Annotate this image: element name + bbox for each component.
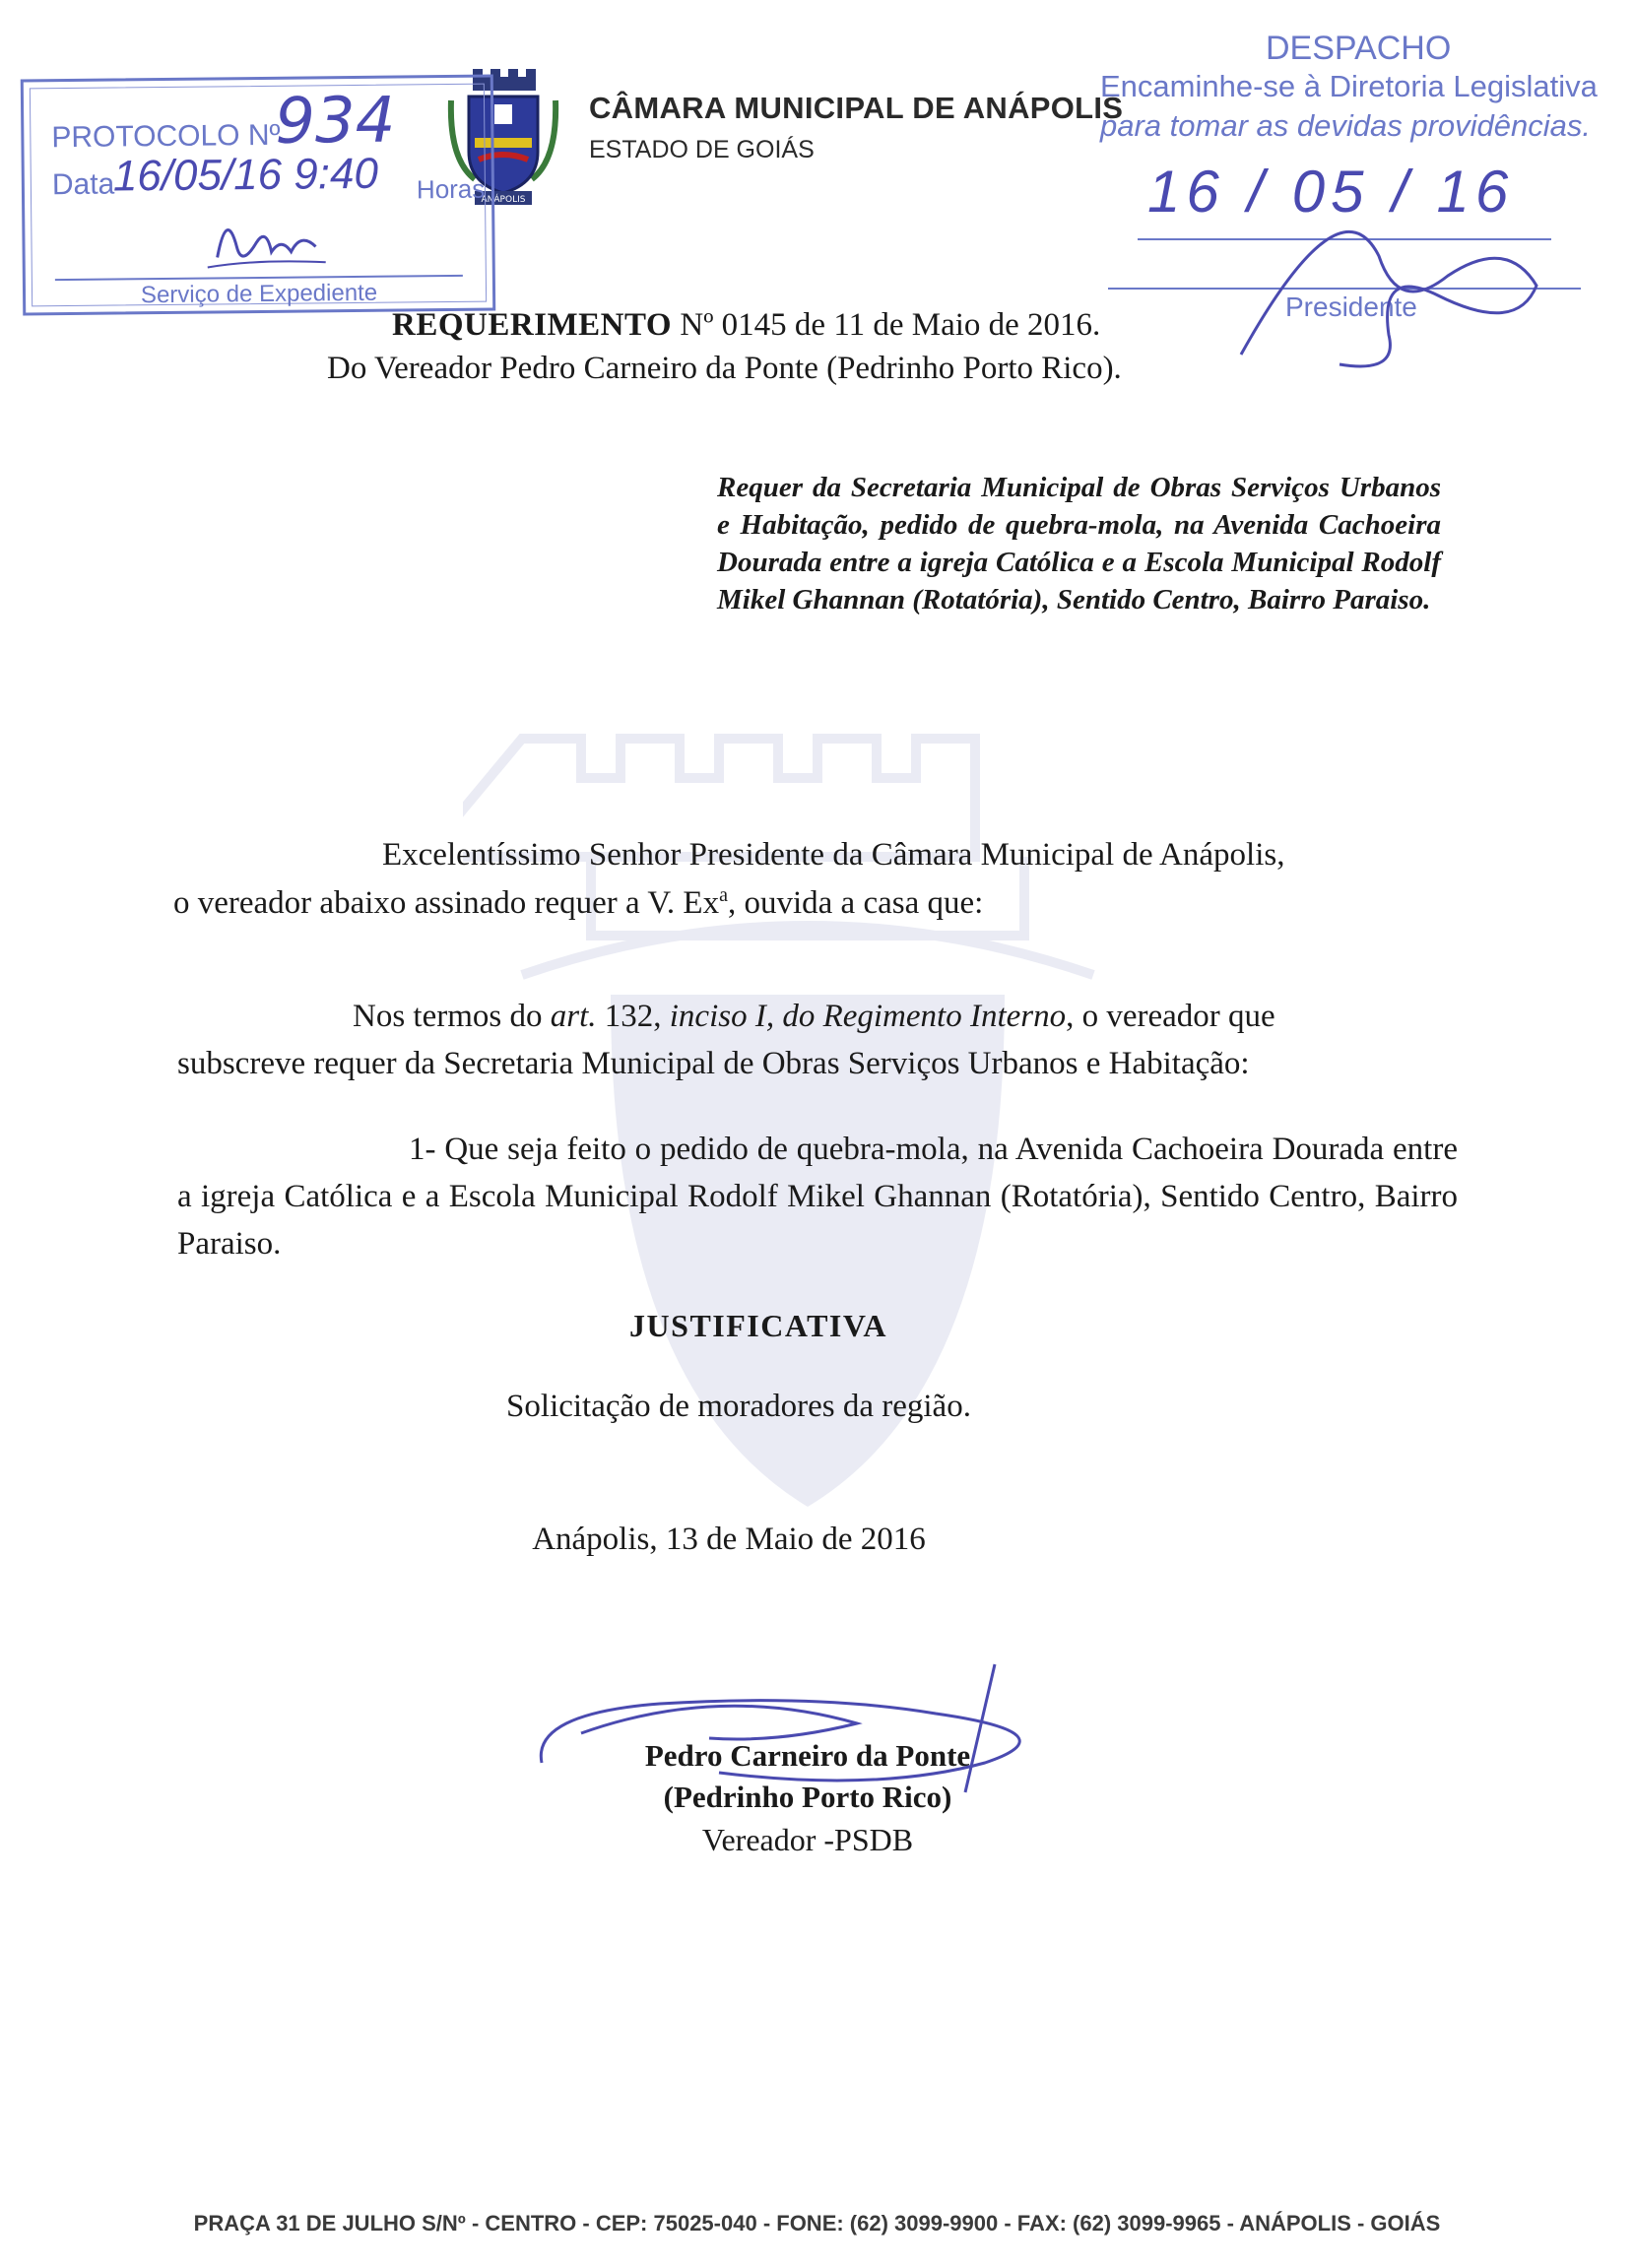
organization-title: CÂMARA MUNICIPAL DE ANÁPOLIS — [589, 91, 1124, 125]
protocol-stamp — [21, 74, 495, 315]
signer-role: Vereador -PSDB — [701, 1822, 914, 1857]
despacho-line-2: para tomar as devidas providências. — [1100, 108, 1591, 143]
protocol-service-label: Serviço de Expediente — [140, 279, 378, 309]
request-title — [392, 307, 1100, 344]
terms-line-2: subscreve requer da Secretaria Municipal de Obras Serviços Urbanos e Habitação: — [177, 1046, 1250, 1081]
request-title-keyword: REQUERIMENTO — [392, 307, 673, 343]
protocol-date-value: 16/05/16 9:40 — [112, 149, 379, 201]
protocol-initials-signature — [197, 197, 336, 277]
terms-line-1: Nos termos do art. 132, inciso I, do Regimento Interno, o vereador que — [353, 999, 1275, 1034]
organization-subtitle: ESTADO DE GOIÁS — [589, 136, 815, 163]
protocol-number-value: 934 — [274, 84, 396, 159]
salutation-line-2: o vereador abaixo assinado requer a V. Ex$^a$, ouvida a casa que: — [173, 884, 984, 921]
protocol-hours-label: Horas — [416, 173, 486, 205]
protocol-number-label: PROTOCOLO Nº — [51, 118, 281, 155]
salutation-line-1: Excelentíssimo Senhor Presidente da Câmara Municipal de Anápolis, — [382, 837, 1285, 873]
crest-label: ANÁPOLIS — [481, 195, 526, 205]
signer-name: Pedro Carneiro da Ponte — [644, 1738, 971, 1773]
protocol-date-label: Data — [51, 167, 115, 202]
request-item-1: 1- Que seja feito o pedido de quebra-mola, na Avenida Cachoeira Dourada entre a igreja Católica e a Escola Municipal Rodolf Mikel Ghannan (Rotatória), Sentido Centro, Bairro Paraiso. — [177, 1132, 1458, 1262]
justification-text: Solicitação de moradores da região. — [506, 1389, 971, 1424]
request-author: Do Vereador Pedro Carneiro da Ponte (Pedrinho Porto Rico). — [327, 351, 1122, 386]
request-summary: Requer da Secretaria Municipal de Obras Serviços Urbanos e Habitação, pedido de quebra-mola, na Avenida Cachoeira Dourada entre a igreja Católica e a Escola Municipal Rodolf Mikel Ghannan (Rotatória), Sentido Centro, Bairro Paraiso. — [717, 472, 1441, 616]
footer-address: PRAÇA 31 DE JULHO S/Nº - CENTRO - CEP: 75025-040 - FONE: (62) 3099-9900 - FAX: (62) 3099-9965 - ANÁPOLIS - GOIÁS — [193, 2211, 1441, 2236]
signer-nickname: (Pedrinho Porto Rico) — [663, 1780, 952, 1814]
justification-heading: JUSTIFICATIVA — [629, 1308, 887, 1343]
despacho-title: DESPACHO — [1266, 30, 1452, 67]
request-number-date: Nº 0145 de 11 de Maio de 2016. — [672, 307, 1101, 343]
despacho-signature — [1221, 167, 1546, 384]
place-date: Anápolis, 13 de Maio de 2016 — [532, 1522, 926, 1557]
despacho-date: 16 / 05 / 16 — [1147, 159, 1515, 225]
despacho-line-1: Encaminhe-se à Diretoria Legislativa — [1100, 69, 1598, 103]
despacho-signer-label: Presidente — [1285, 292, 1417, 322]
